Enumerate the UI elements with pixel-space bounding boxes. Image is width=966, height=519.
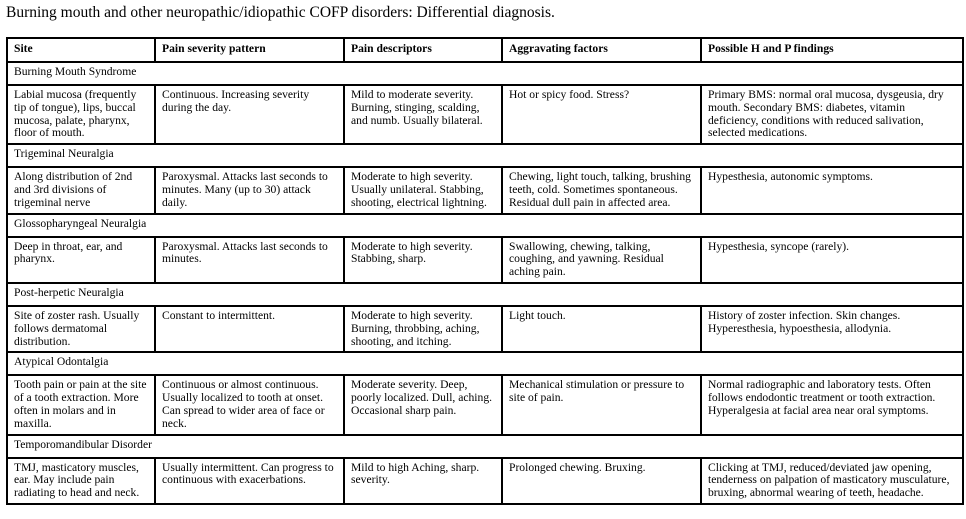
table-row: [7, 375, 963, 434]
cell-aggravating-factors: Mechanical stimulation or pressure to site of pain.: [502, 375, 701, 434]
cell-h-and-p-findings: Normal radiographic and laboratory tests. Often follows endodontic treatment or tooth extraction. Hyperalgesia at facial area near oral symptoms.: [701, 375, 963, 434]
header-aggravating-factors: Aggravating factors: [502, 38, 701, 62]
header-row: [7, 38, 963, 62]
cell-site: Tooth pain or pain at the site of a tooth extraction. More often in molars and in maxilla.: [7, 375, 155, 434]
cell-aggravating-factors: Light touch.: [502, 306, 701, 352]
group-row: [7, 283, 963, 306]
header-possible-h-and-p-findings: Possible H and P findings: [701, 38, 963, 62]
group-name: Temporomandibular Disorder: [7, 435, 963, 458]
cell-site: Site of zoster rash. Usually follows dermatomal distribution.: [7, 306, 155, 352]
header-pain-severity-pattern: Pain severity pattern: [155, 38, 344, 62]
cell-h-and-p-findings: Hypesthesia, autonomic symptoms.: [701, 167, 963, 213]
cell-pain-severity-pattern: Paroxysmal. Attacks last seconds to minutes. Many (up to 30) attack daily.: [155, 167, 344, 213]
cell-aggravating-factors: Prolonged chewing. Bruxing.: [502, 458, 701, 504]
group-row: [7, 214, 963, 237]
cell-pain-severity-pattern: Continuous. Increasing severity during the day.: [155, 85, 344, 144]
table-row: [7, 237, 963, 283]
cell-site: Labial mucosa (frequently tip of tongue), lips, buccal mucosa, palate, pharynx, floor of mouth.: [7, 85, 155, 144]
cell-pain-descriptors: Mild to moderate severity. Burning, stinging, scalding, and numb. Usually bilateral.: [344, 85, 502, 144]
table-row: [7, 306, 963, 352]
cell-aggravating-factors: Hot or spicy food. Stress?: [502, 85, 701, 144]
cell-site: Along distribution of 2nd and 3rd divisions of trigeminal nerve: [7, 167, 155, 213]
cell-h-and-p-findings: Clicking at TMJ, reduced/deviated jaw opening, tenderness on palpation of masticatory musculature, bruxing, abnormal wearing of teeth, headache.: [701, 458, 963, 504]
group-name: Trigeminal Neuralgia: [7, 144, 963, 167]
cell-h-and-p-findings: History of zoster infection. Skin changes. Hyperesthesia, hypoesthesia, allodynia.: [701, 306, 963, 352]
group-row: [7, 62, 963, 85]
cell-pain-severity-pattern: Usually intermittent. Can progress to continuous with exacerbations.: [155, 458, 344, 504]
cell-pain-severity-pattern: Constant to intermittent.: [155, 306, 344, 352]
group-name: Atypical Odontalgia: [7, 352, 963, 375]
cell-aggravating-factors: Swallowing, chewing, talking, coughing, and yawning. Residual aching pain.: [502, 237, 701, 283]
cell-aggravating-factors: Chewing, light touch, talking, brushing teeth, cold. Sometimes spontaneous. Residual dull pain in affected area.: [502, 167, 701, 213]
group-row: [7, 144, 963, 167]
cell-site: Deep in throat, ear, and pharynx.: [7, 237, 155, 283]
document-title: Burning mouth and other neuropathic/idiopathic COFP disorders: Differential diagnosis.: [6, 4, 555, 21]
group-name: Glossopharyngeal Neuralgia: [7, 214, 963, 237]
table-row: [7, 167, 963, 213]
group-row: [7, 435, 963, 458]
group-row: [7, 352, 963, 375]
table-row: [7, 85, 963, 144]
header-pain-descriptors: Pain descriptors: [344, 38, 502, 62]
cell-pain-severity-pattern: Continuous or almost continuous. Usually localized to tooth at onset. Can spread to wider area of face or neck.: [155, 375, 344, 434]
differential-diagnosis-table: [6, 37, 964, 505]
cell-pain-descriptors: Mild to high Aching, sharp. severity.: [344, 458, 502, 504]
table-row: [7, 458, 963, 504]
group-name: Burning Mouth Syndrome: [7, 62, 963, 85]
cell-h-and-p-findings: Hypesthesia, syncope (rarely).: [701, 237, 963, 283]
cell-pain-descriptors: Moderate to high severity. Stabbing, sharp.: [344, 237, 502, 283]
cell-pain-descriptors: Moderate to high severity. Usually unilateral. Stabbing, shooting, electrical lightning.: [344, 167, 502, 213]
header-site: Site: [7, 38, 155, 62]
cell-pain-descriptors: Moderate severity. Deep, poorly localized. Dull, aching. Occasional sharp pain.: [344, 375, 502, 434]
cell-h-and-p-findings: Primary BMS: normal oral mucosa, dysgeusia, dry mouth. Secondary BMS: diabetes, vitamin deficiency, conditions with reduced salivation, selected medications.: [701, 85, 963, 144]
cell-site: TMJ, masticatory muscles, ear. May include pain radiating to head and neck.: [7, 458, 155, 504]
group-name: Post-herpetic Neuralgia: [7, 283, 963, 306]
cell-pain-severity-pattern: Paroxysmal. Attacks last seconds to minutes.: [155, 237, 344, 283]
cell-pain-descriptors: Moderate to high severity. Burning, throbbing, aching, shooting, and itching.: [344, 306, 502, 352]
